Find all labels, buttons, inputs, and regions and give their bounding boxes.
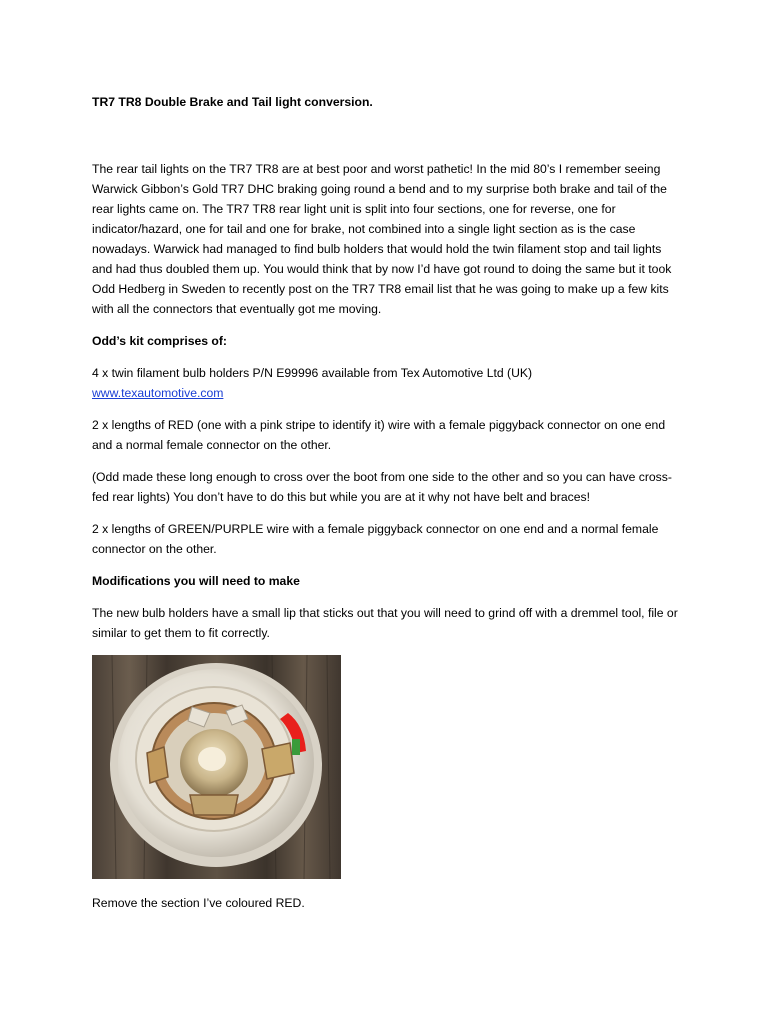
photo-caption: Remove the section I’ve coloured RED. [92, 896, 305, 910]
kit-heading: Odd’s kit comprises of: [92, 334, 227, 348]
tex-automotive-link[interactable]: www.texautomotive.com [92, 386, 224, 400]
modifications-heading: Modifications you will need to make [92, 574, 300, 588]
document-title: TR7 TR8 Double Brake and Tail light conversion. [92, 95, 373, 109]
kit-item-bulb-holders-text: 4 x twin filament bulb holders P/N E99996 available from Tex Automotive Ltd (UK) [92, 366, 533, 380]
kit-item-green-purple-wires: 2 x lengths of GREEN/PURPLE wire with a female piggyback connector on one end and a normal female connector on the other. [92, 522, 659, 556]
modifications-paragraph: The new bulb holders have a small lip that sticks out that you will need to grind off with a dremmel tool, file or similar to get them to fit correctly. [92, 606, 678, 640]
document-body [92, 92, 678, 925]
bulb-holder-photo [92, 655, 341, 879]
kit-item-bulb-holders [92, 363, 678, 403]
cross-feed-note: (Odd made these long enough to cross over the boot from one side to the other and so you can have cross-fed rear lights) You don’t have to do this but while you are at it why not have belt and braces! [92, 470, 672, 504]
kit-item-red-wires: 2 x lengths of RED (one with a pink stripe to identify it) wire with a female piggyback connector on one end and a normal female connector on the other. [92, 418, 666, 452]
intro-paragraph: The rear tail lights on the TR7 TR8 are at best poor and worst pathetic! In the mid 80’s I remember seeing Warwick Gibbon’s Gold TR7 DHC braking going round a bend and to my surprise both brake and tail of the rear lights came on. The TR7 TR8 rear light unit is split into four sections, one for reverse, one for indicator/hazard, one for tail and one for brake, not combined into a single light section as is the case nowadays. Warwick had managed to find bulb holders that would hold the twin filament stop and tail lights and had thus doubled them up. You would think that by now I’d have got round to doing the same but it took Odd Hedberg in Sweden to recently post on the TR7 TR8 email list that he was going to make up a few kits with all the connectors that eventually got me moving. [92, 162, 672, 316]
